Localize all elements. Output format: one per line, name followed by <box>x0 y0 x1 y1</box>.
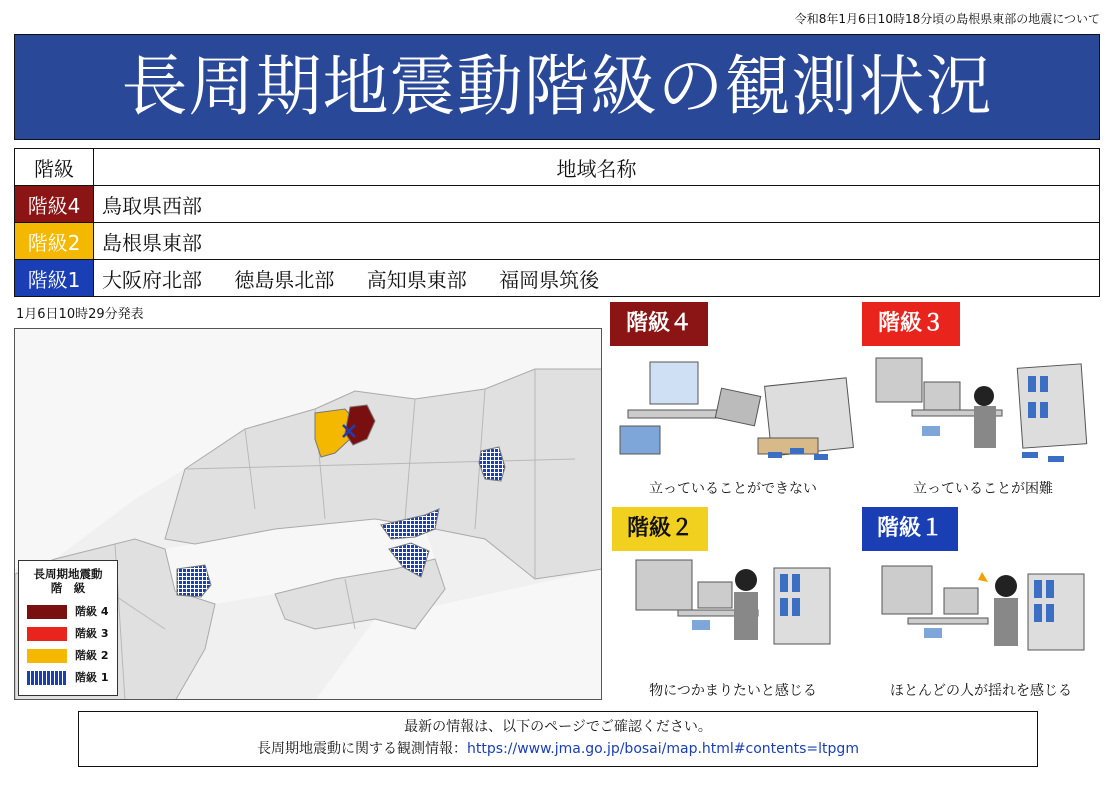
legend-item <box>27 649 117 663</box>
header-region: 地域名称 <box>94 149 1100 186</box>
panel-caption-level4: 立っていることができない <box>649 481 817 497</box>
table-row <box>15 186 1100 223</box>
legend-item <box>27 627 117 641</box>
level-cell: 階級1 <box>15 260 94 297</box>
illustration-level4 <box>618 354 858 472</box>
table-row <box>15 223 1100 260</box>
legend-label: 階級 2 <box>75 649 109 662</box>
legend-swatch <box>27 671 67 685</box>
footer-url-link[interactable]: https://www.jma.go.jp/bosai/map.html#contents=ltpgm <box>467 741 859 757</box>
region-cell <box>94 223 1100 260</box>
panel-tag-level3: 階級３ <box>862 302 960 346</box>
region-name: 徳島県北部 <box>234 267 335 292</box>
legend-item <box>27 605 117 619</box>
region-cell <box>94 260 1100 297</box>
table-row <box>15 260 1100 297</box>
map-legend <box>18 560 118 696</box>
region-name: 福岡県筑後 <box>499 267 600 292</box>
panel-caption-level1: ほとんどの人が揺れを感じる <box>890 683 1072 699</box>
legend-subtitle: 階 級 <box>50 581 86 595</box>
illustration-level1 <box>878 558 1088 670</box>
level-cell: 階級4 <box>15 186 94 223</box>
region-name: 島根県東部 <box>102 230 202 255</box>
header-level: 階級 <box>15 149 94 186</box>
footer-line2 <box>79 738 1037 760</box>
legend-swatch <box>27 627 67 641</box>
footer-notice <box>78 711 1038 767</box>
illustration-level2 <box>618 558 838 670</box>
illustration-level3 <box>872 354 1092 472</box>
region-name: 鳥取県西部 <box>102 193 202 218</box>
legend-label: 階級 3 <box>75 627 109 640</box>
event-note: 令和8年1月6日10時18分頃の島根県東部の地震について <box>794 12 1100 26</box>
legend-label: 階級 1 <box>75 671 109 684</box>
panel-tag-level2: 階級２ <box>612 507 708 551</box>
region-cell <box>94 186 1100 223</box>
footer-line1: 最新の情報は、以下のページでご確認ください。 <box>404 719 712 735</box>
region-name: 大阪府北部 <box>102 267 202 292</box>
page-title: 長周期地震動階級の観測状況 <box>14 34 1100 140</box>
legend-item <box>27 671 117 685</box>
region-name: 高知県東部 <box>366 267 467 292</box>
legend-swatch <box>27 649 67 663</box>
issued-time: 1月6日10時29分発表 <box>16 307 144 322</box>
panel-tag-level1: 階級１ <box>862 507 958 551</box>
panel-caption-level2: 物につかまりたいと感じる <box>649 683 817 699</box>
level-table <box>14 148 1100 297</box>
footer-url-label: 長周期地震動に関する観測情報： <box>257 741 468 757</box>
legend-title: 長周期地震動 <box>33 567 103 581</box>
level-cell: 階級2 <box>15 223 94 260</box>
legend-swatch <box>27 605 67 619</box>
panel-tag-level4: 階級４ <box>610 302 708 346</box>
panel-caption-level3: 立っていることが困難 <box>913 481 1053 497</box>
legend-label: 階級 4 <box>75 605 109 618</box>
